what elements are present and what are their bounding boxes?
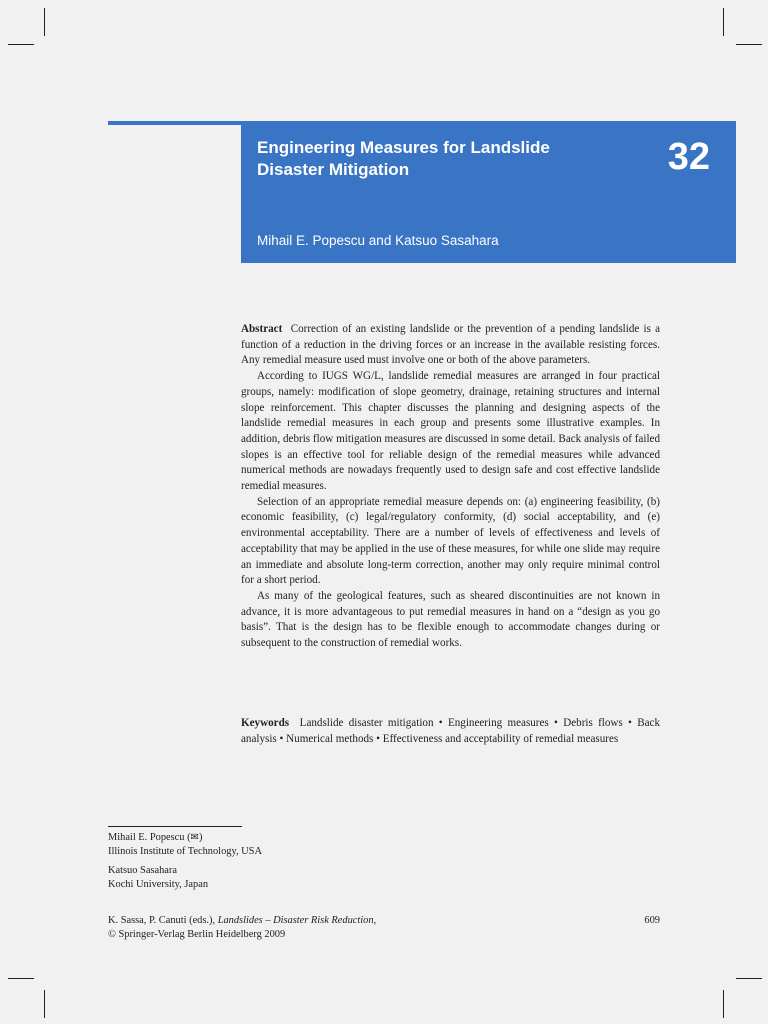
abstract [241,322,660,652]
abstract-paragraph: Selection of an appropriate remedial measure depends on: (a) engineering feasibility, (b) economic feasibility, (c) legal/regulatory conformity, (d) social acceptability, and (e) environmental acceptability. There are a number of levels of effectiveness and levels of acceptability that may be applied in the use of these measures, for while one slide may require an immediate and absolute long-term correction, another may only require minimal control for a short period. [241,495,660,587]
citation-suffix: , [373,915,377,926]
abstract-paragraph: As many of the geological features, such as sheared discontinuities are not known in advance, it is more advantageous to put remedial measures in hand on a “design as you go basis”. That is the design has to be flexible enough to accommodate changes during or subsequent to the construction of remedial works. [241,589,660,650]
abstract-label: Abstract [241,323,283,335]
crop-mark [736,44,762,45]
envelope-icon: ✉ [190,832,199,843]
keywords-label: Keywords [241,717,290,729]
affiliation [108,831,262,858]
chapter-authors: Mihail E. Popescu and Katsuo Sasahara [257,233,499,248]
crop-mark [723,8,724,36]
page-number: 609 [644,915,660,926]
crop-mark [44,990,45,1018]
author-name-text: Mihail E. Popescu ( [108,832,191,843]
footnote-rule [108,826,242,827]
citation [108,914,376,941]
keywords [241,716,660,747]
affiliation [108,864,208,891]
citation-title: Landslides – Disaster Risk Reduction [217,915,374,926]
crop-mark [723,990,724,1018]
author-name-end: ) [198,832,203,843]
author-name: Katsuo Sasahara [108,865,177,876]
crop-mark [736,978,762,979]
author-name [108,831,262,845]
crop-mark [8,44,34,45]
abstract-text: Correction of an existing landslide or the prevention of a pending landslide is a function of a reduction in the driving forces or an increase in the available resisting forces. Any remedial measure used must involve one or both of the above parameters. [241,323,661,367]
crop-mark [44,8,45,36]
keywords-text: Landslide disaster mitigation • Engineering measures • Debris flows • Back analysis • Numerical methods • Effectiveness and acceptability of remedial measures [241,717,660,745]
citation-prefix: K. Sassa, P. Canuti (eds.), [108,915,218,926]
abstract-paragraph [241,322,660,369]
chapter-number: 32 [667,136,710,178]
crop-mark [8,978,34,979]
copyright-line: © Springer-Verlag Berlin Heidelberg 2009 [108,928,286,940]
author-institution: Illinois Institute of Technology, USA [108,845,262,857]
citation-line [108,914,376,928]
chapter-title [257,137,617,181]
chapter-header [241,125,736,263]
chapter-title-line: Engineering Measures for Landslide [257,138,550,157]
abstract-paragraph: According to IUGS WG/L, landslide remedial measures are arranged in four practical groups, namely: modification of slope geometry, drainage, retaining structures and internal slope reinforcement. This chapter discusses the planning and designing aspects of the landslide remedial measures in each group and presents some illustrative examples. In addition, debris flow mitigation measures are discussed in some detail. Back analysis of failed slopes is an effective tool for reliable design of the remedial measures while advanced numerical methods are nowadays frequently used to design safe and cost effective landslide remedial measures. [241,370,660,493]
author-institution: Kochi University, Japan [108,878,209,890]
chapter-title-line: Disaster Mitigation [257,160,410,179]
